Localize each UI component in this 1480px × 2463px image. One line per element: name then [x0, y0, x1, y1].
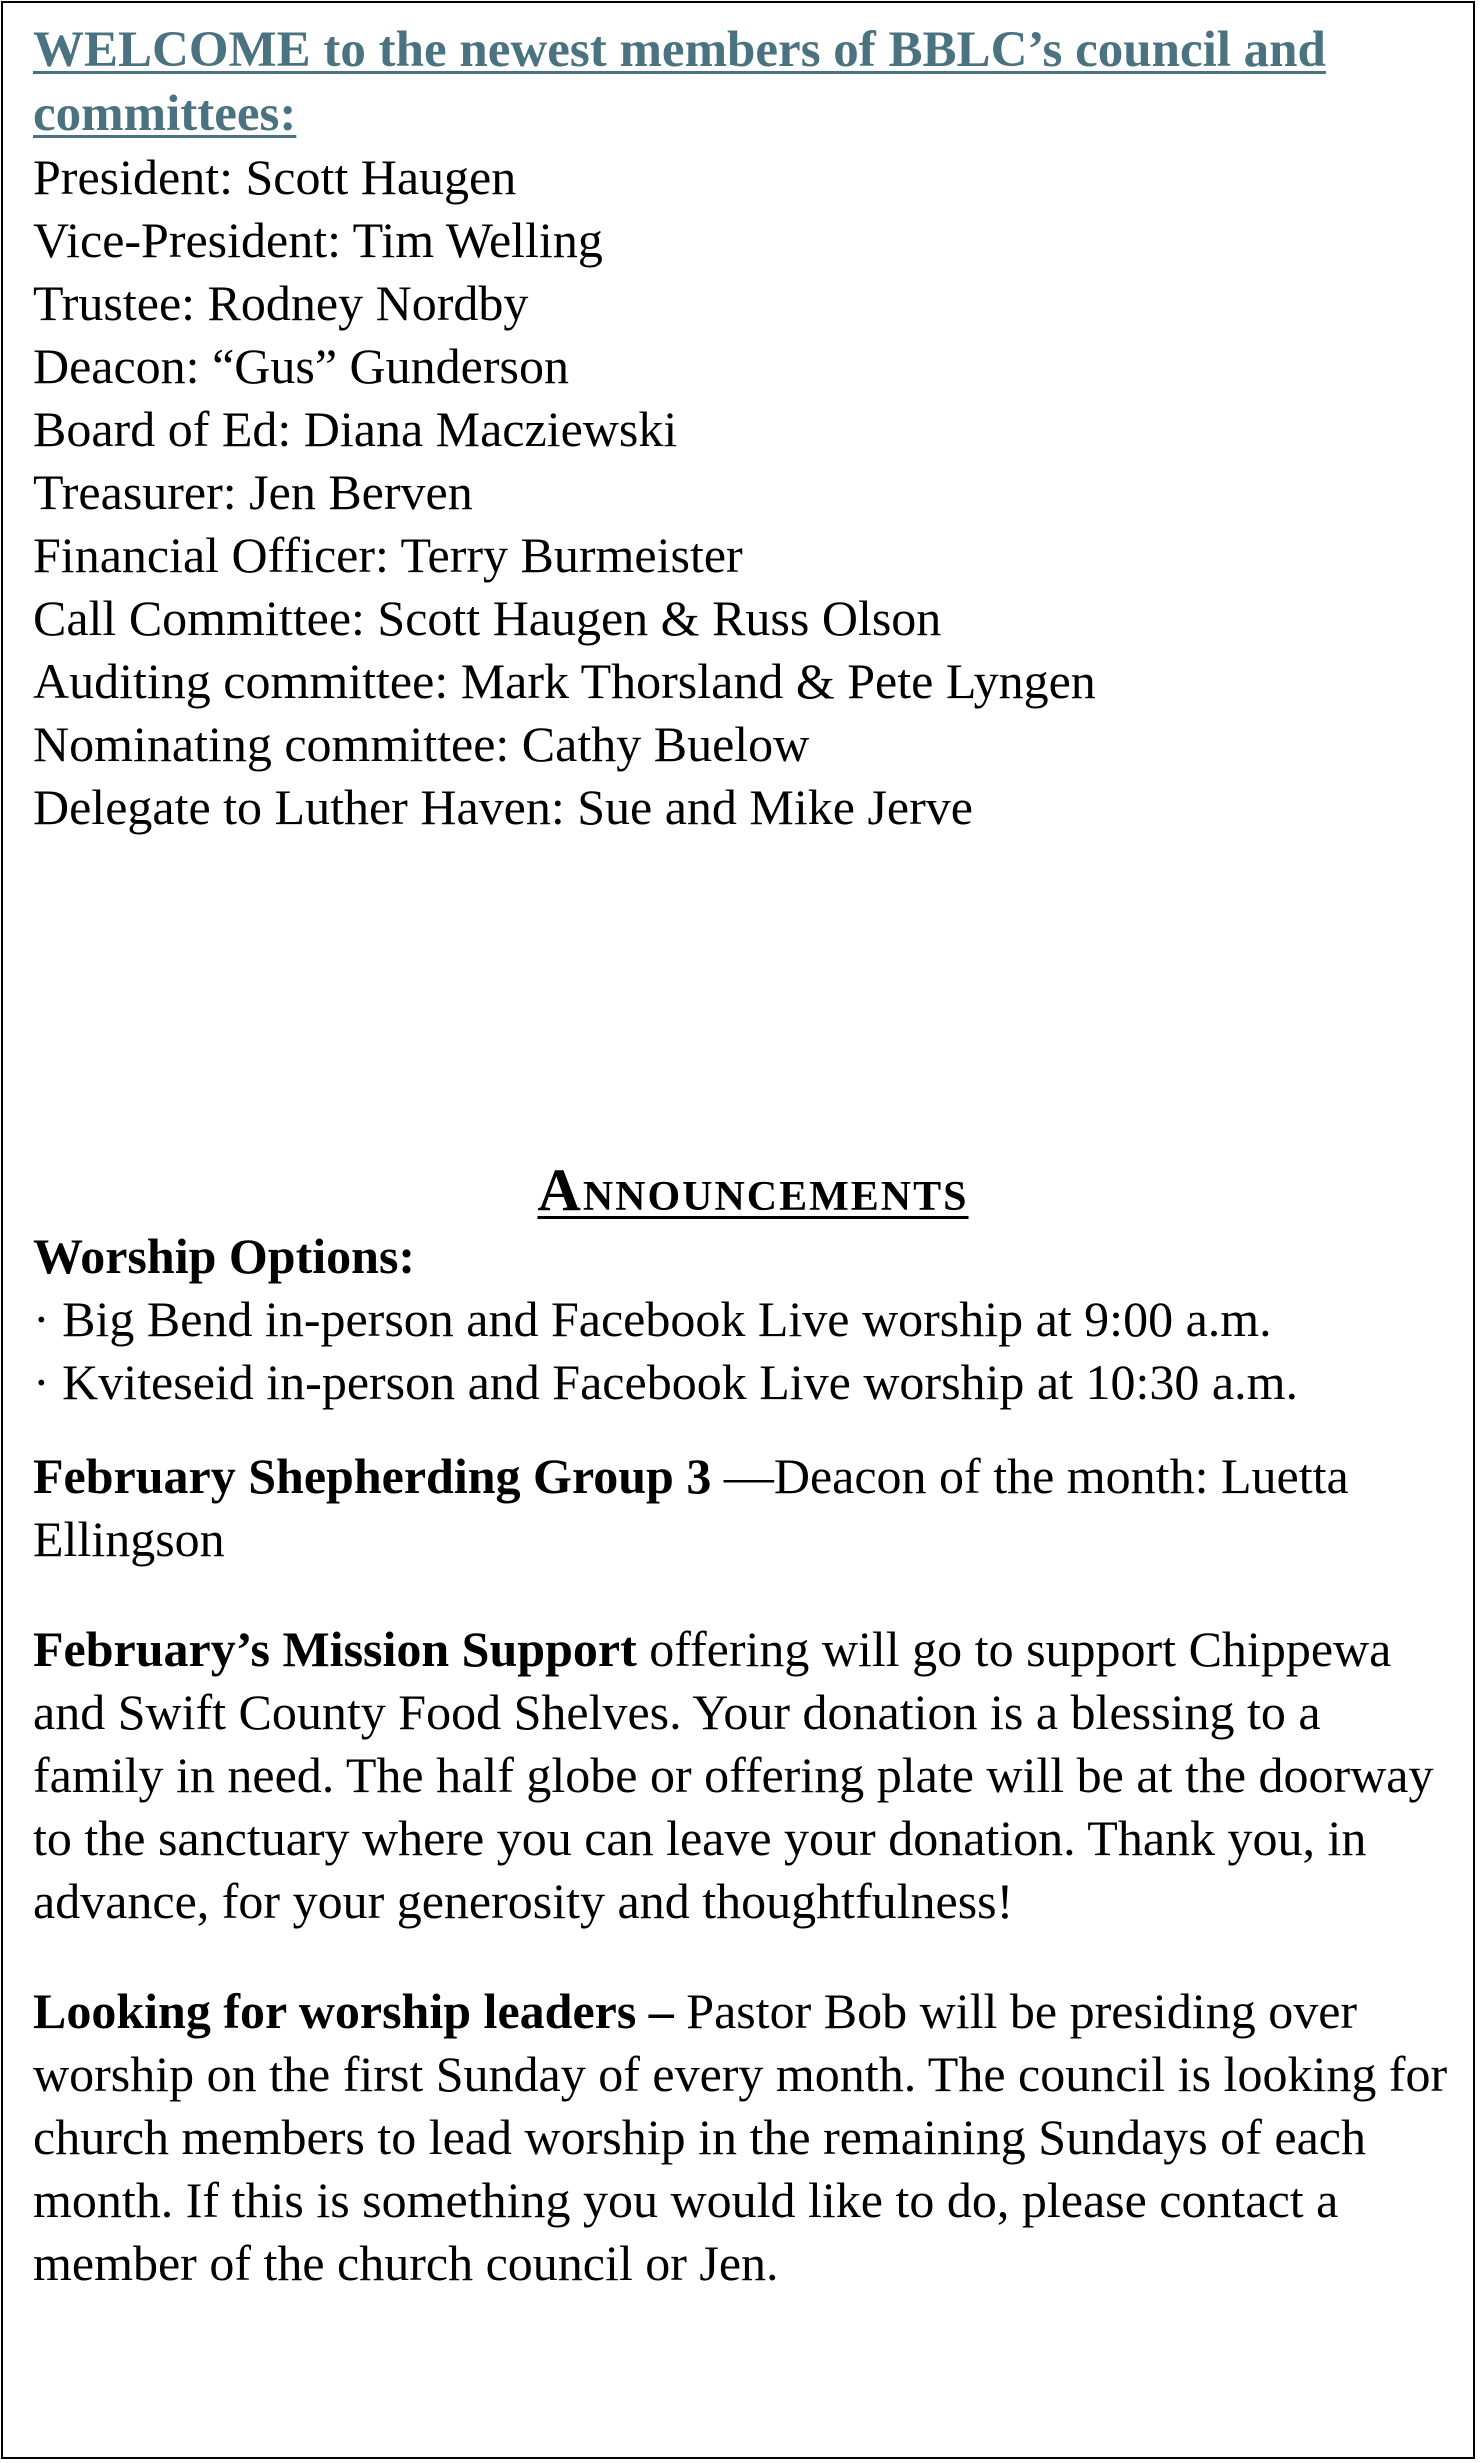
mission-body: offering will go to support Chippewa and Swift County Food Shelves. Your donation is a blessing to a family in need. The half globe or offering plate will be at the doorway to the sanctuary where you can leave your donation. Thank you, in advance, for your generosity and thoughtfulness!: [33, 1621, 1434, 1929]
roster-item-treasurer: Treasurer: Jen Berven: [33, 464, 473, 520]
spacer: [33, 839, 1453, 1155]
roster-item-call-committee: Call Committee: Scott Haugen & Russ Olson: [33, 590, 942, 646]
roster-item-deacon: Deacon: “Gus” Gunderson: [33, 338, 569, 394]
council-roster: [33, 146, 1453, 839]
roster-item-delegate: Delegate to Luther Haven: Sue and Mike Jerve: [33, 779, 973, 835]
mission-paragraph: [33, 1618, 1453, 1933]
shepherding-paragraph: [33, 1445, 1453, 1571]
shepherding-lead: February Shepherding Group 3: [33, 1448, 712, 1504]
roster-item-financial-officer: Financial Officer: Terry Burmeister: [33, 527, 743, 583]
announcements-title: Announcements: [537, 1157, 969, 1223]
mission-lead: February’s Mission Support: [33, 1621, 637, 1677]
worship-leaders-lead: Looking for worship leaders –: [33, 1983, 674, 2039]
roster-item-trustee: Trustee: Rodney Nordby: [33, 275, 529, 331]
worship-option-kviteseid: · Kviteseid in-person and Facebook Live worship at 10:30 a.m.: [33, 1354, 1298, 1410]
roster-item-vice-president: Vice-President: Tim Welling: [33, 212, 603, 268]
worship-option-big-bend: · Big Bend in-person and Facebook Live worship at 9:00 a.m.: [33, 1291, 1272, 1347]
worship-leaders-paragraph: [33, 1980, 1453, 2295]
roster-item-auditing-committee: Auditing committee: Mark Thorsland & Pete Lyngen: [33, 653, 1096, 709]
welcome-heading: WELCOME to the newest members of BBLC’s council and committees:: [33, 22, 1326, 142]
worship-leaders-body: Pastor Bob will be presiding over worship on the first Sunday of every month. The council is looking for church members to lead worship in the remaining Sundays of each month. If this is something you would like to do, please contact a member of the church council or Jen.: [33, 1983, 1448, 2291]
worship-options-heading: Worship Options:: [33, 1228, 416, 1284]
roster-item-nominating-committee: Nominating committee: Cathy Buelow: [33, 716, 810, 772]
shepherding-body: —Deacon of the month: Luetta Ellingson: [33, 1448, 1349, 1567]
roster-item-board-of-ed: Board of Ed: Diana Macziewski: [33, 401, 678, 457]
roster-item-president: President: Scott Haugen: [33, 149, 517, 205]
bulletin-page: [33, 18, 1453, 2295]
